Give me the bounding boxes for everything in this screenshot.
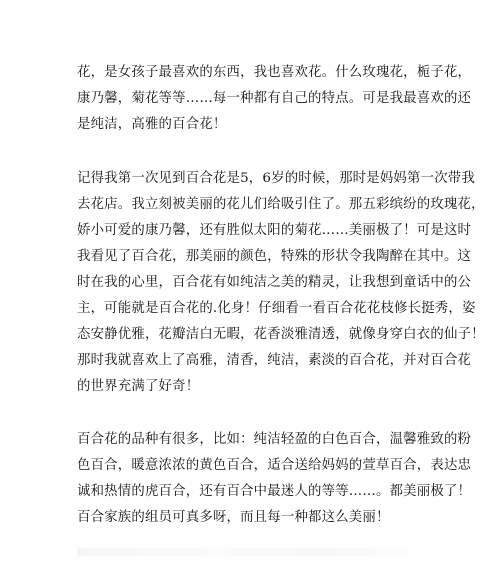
text-line: 康乃馨，菊花等等……每一种都有自己的特点。可是我最喜欢的还 [77, 91, 472, 106]
paragraph-memory [77, 166, 485, 400]
text-line: 是纯洁，高雅的百合花！ [77, 117, 227, 132]
text-line: 我看见了百合花，那美丽的颜色，特殊的形状令我陶醉在其中。这 [77, 249, 472, 264]
text-line: 那时我就喜欢上了高雅，清香，纯洁，素淡的百合花，并对百合花 [77, 353, 472, 368]
text-line: 的世界充满了好奇！ [77, 379, 200, 394]
text-line: 色百合，暖意浓浓的黄色百合，适合送给妈妈的萱草百合，表达忠 [77, 458, 472, 473]
paragraph-intro [77, 60, 472, 138]
text-line: 时在我的心里，百合花有如纯洁之美的精灵，让我想到童话中的公 [77, 275, 472, 290]
text-line: 诚和热情的虎百合，还有百合中最迷人的等等……。都美丽极了！ [77, 484, 472, 499]
text-line: 娇小可爱的康乃馨，还有胜似太阳的菊花……美丽极了！可是这时 [77, 223, 472, 238]
text-line: 花，是女孩子最喜欢的东西，我也喜欢花。什么玫瑰花，栀子花， [77, 65, 472, 80]
text-line: 记得我第一次见到百合花是5，6岁的时候，那时是妈妈第一次带我 [77, 171, 475, 186]
text-line: 百合家族的组员可真多呀，而且每一种都这么美丽！ [77, 510, 390, 525]
paragraph-varieties [77, 427, 472, 531]
text-line: 百合花的品种有很多，比如：纯洁轻盈的白色百合，温馨雅致的粉 [77, 432, 472, 447]
faded-text-remnant [77, 548, 427, 556]
text-line: 去花店。我立刻被美丽的花儿们给吸引住了。那五彩缤纷的玫瑰花， [77, 197, 485, 212]
text-line: 态安静优雅，花瓣洁白无暇，花香淡雅清透，就像身穿白衣的仙子！ [77, 327, 485, 342]
text-line: 主，可能就是百合花的.化身！仔细看一看百合花花枝修长挺秀，姿 [77, 301, 476, 316]
